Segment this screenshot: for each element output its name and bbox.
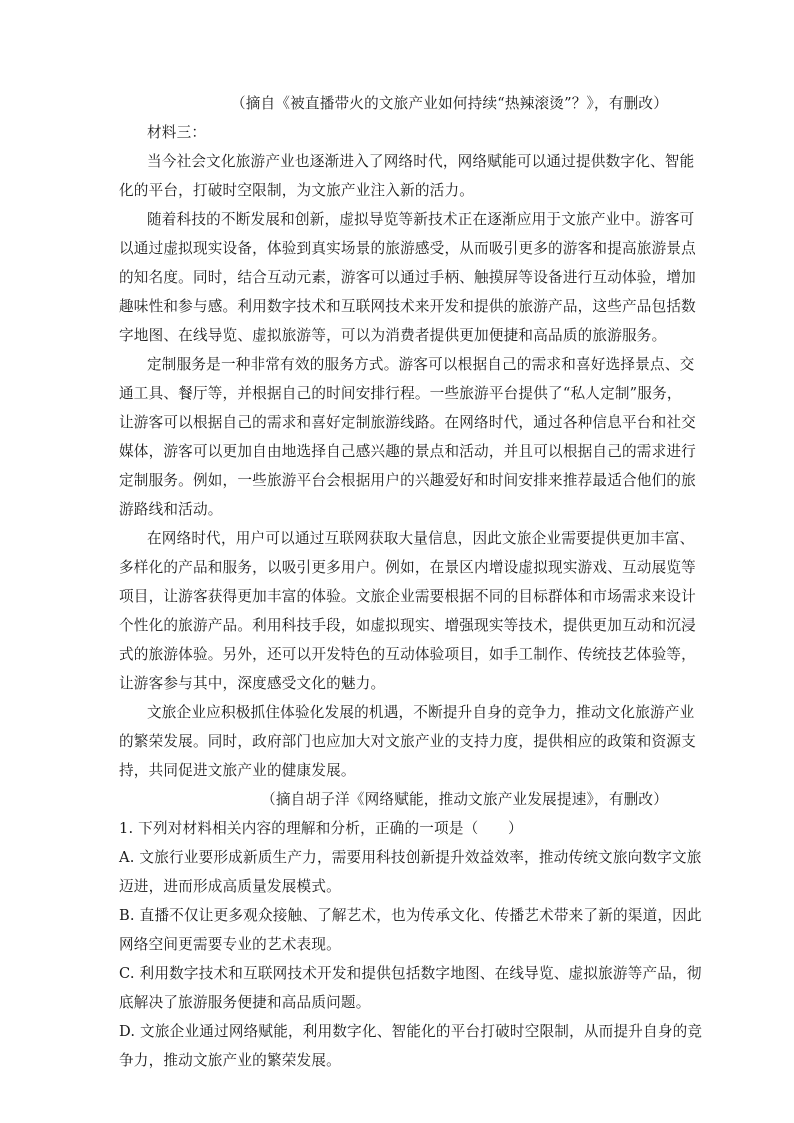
paragraph-line: 化的平台，打破时空限制，为文旅产业注入新的活力。 — [119, 182, 475, 199]
paragraph-line: 文旅企业应积极抓住体验化发展的机遇，不断提升自身的竞争力，推动文化旅游产业 — [147, 704, 695, 721]
option-b-line: B. 直播不仅让更多观众接触、了解艺术，也为传承文化、传播艺术带来了新的渠道，因此 — [119, 907, 702, 924]
material-heading: 材料三： — [147, 124, 207, 141]
source-citation-3: （摘自胡子洋《网络赋能，推动文旅产业发展提速》，有删改） — [261, 791, 668, 808]
source-citation-2: （摘自《被直播带火的文旅产业如何持续“热辣滚烫”？》，有删改） — [230, 95, 668, 112]
paragraph-line: 当今社会文化旅游产业也逐渐进入了网络时代，网络赋能可以通过提供数字化、智能 — [147, 153, 695, 170]
paragraph-line: 项目，让游客获得更加丰富的体验。文旅企业需要根据不同的目标群体和市场需求来设计 — [119, 588, 696, 605]
paragraph-line: 在网络时代，用户可以通过互联网获取大量信息，因此文旅企业需要提供更加丰富、 — [147, 530, 695, 547]
paragraph-line: 以通过虚拟现实设备，体验到真实场景的旅游感受，从而吸引更多的游客和提高旅游景点 — [119, 240, 696, 257]
option-d-line: D. 文旅企业通过网络赋能，利用数字化、智能化的平台打破时空限制，从而提升自身的竞 — [119, 1023, 703, 1040]
paragraph-line: 的繁荣发展。同时，政府部门也应加大对文旅产业的支持力度，提供相应的政策和资源支 — [119, 733, 696, 750]
option-c-line: C. 利用数字技术和互联网技术开发和提供包括数字地图、在线导览、虚拟旅游等产品，彻 — [119, 965, 702, 982]
paragraph-line: 多样化的产品和服务，以吸引更多用户。例如，在景区内增设虚拟现实游戏、互动展览等 — [119, 559, 696, 576]
option-d-line: 争力，推动文旅产业的繁荣发展。 — [119, 1052, 341, 1069]
paragraph-line: 字地图、在线导览、虚拟旅游等，可以为消费者提供更加便捷和高品质的旅游服务。 — [119, 327, 667, 344]
paragraph-line: 游路线和活动。 — [119, 501, 223, 518]
option-b-line: 网络空间更需要专业的艺术表现。 — [119, 936, 341, 953]
option-a-line: A. 文旅行业要形成新质生产力，需要用科技创新提升效益效率，推动传统文旅向数字文旅 — [119, 849, 702, 866]
paragraph-line: 个性化的旅游产品。利用科技手段，如虚拟现实、增强现实等技术，提供更加互动和沉浸 — [119, 617, 696, 634]
question-stem: 1. 下列对材料相关内容的理解和分析，正确的一项是（ ） — [119, 820, 523, 837]
paragraph-line: 媒体，游客可以更加自由地选择自己感兴趣的景点和活动，并且可以根据自己的需求进行 — [119, 443, 696, 460]
paragraph-line: 的知名度。同时，结合互动元素，游客可以通过手柄、触摸屏等设备进行互动体验，增加 — [119, 269, 696, 286]
paragraph-line: 让游客参与其中，深度感受文化的魅力。 — [119, 675, 386, 692]
paragraph-line: 持，共同促进文旅产业的健康发展。 — [119, 762, 356, 779]
paragraph-line: 定制服务是一种非常有效的服务方式。游客可以根据自己的需求和喜好选择景点、交 — [147, 356, 695, 373]
paragraph-line: 通工具、餐厅等，并根据自己的时间安排行程。一些旅游平台提供了“私人定制”服务， — [119, 385, 682, 402]
paragraph-line: 趣味性和参与感。利用数字技术和互联网技术来开发和提供的旅游产品，这些产品包括数 — [119, 298, 696, 315]
paragraph-line: 式的旅游体验。另外，还可以开发特色的互动体验项目，如手工制作、传统技艺体验等， — [119, 646, 696, 663]
option-a-line: 迈进，进而形成高质量发展模式。 — [119, 878, 341, 895]
paragraph-line: 让游客可以根据自己的需求和喜好定制旅游线路。在网络时代，通过各种信息平台和社交 — [119, 414, 696, 431]
paragraph-line: 随着科技的不断发展和创新，虚拟导览等新技术正在逐渐应用于文旅产业中。游客可 — [147, 211, 695, 228]
option-c-line: 底解决了旅游服务便捷和高品质问题。 — [119, 994, 371, 1011]
paragraph-line: 定制服务。例如，一些旅游平台会根据用户的兴趣爱好和时间安排来推荐最适合他们的旅 — [119, 472, 696, 489]
